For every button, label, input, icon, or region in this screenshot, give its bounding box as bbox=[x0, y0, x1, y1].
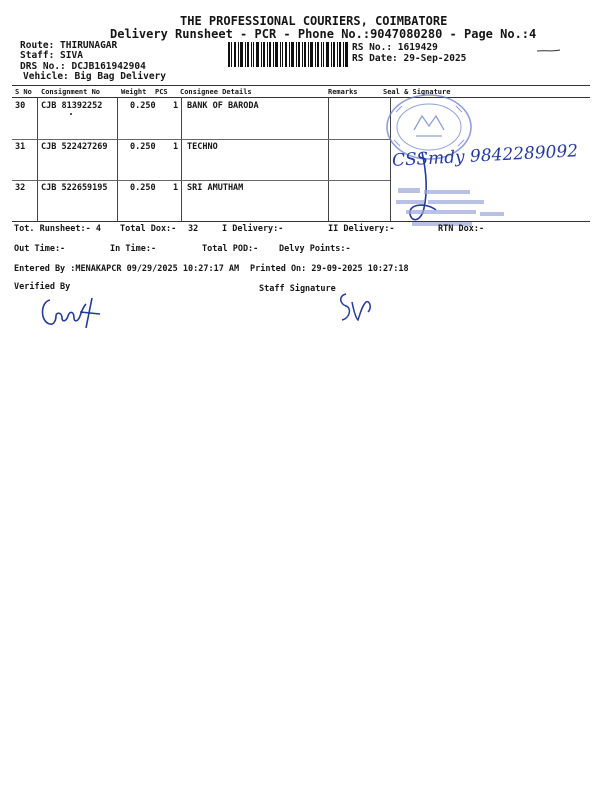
row-pcs: 1 bbox=[173, 142, 179, 152]
row-consignee: TECHNO bbox=[187, 142, 218, 152]
staff-label: Staff: SIVA bbox=[20, 50, 83, 61]
row-consignee: BANK OF BARODA bbox=[187, 101, 259, 111]
out-time: Out Time:- bbox=[14, 244, 66, 254]
in-time: In Time:- bbox=[110, 244, 157, 254]
staff-signature: Staff Signature bbox=[259, 284, 336, 294]
row-consignment: CJB 81392252 bbox=[41, 101, 103, 111]
row-consignment: CJB 522427269 bbox=[41, 142, 108, 152]
row-weight: 0.250 bbox=[130, 183, 156, 193]
col-consignee: Consignee Details bbox=[180, 88, 252, 96]
entered-by: Entered By :MENAKAPCR 09/29/2025 10:27:17 AM bbox=[14, 264, 240, 274]
printed-on: Printed On: 29-09-2025 10:27:18 bbox=[250, 264, 409, 274]
row-consignee: SRI AMUTHAM bbox=[187, 183, 244, 193]
ii-delivery: II Delivery:- bbox=[328, 224, 395, 234]
row-pcs: 1 bbox=[173, 101, 179, 111]
row-sno: 30 bbox=[15, 101, 26, 111]
delvy-points: Delvy Points:- bbox=[279, 244, 351, 254]
row-sno: 32 bbox=[15, 183, 26, 193]
verified-by: Verified By bbox=[14, 282, 71, 292]
col-remarks: Remarks bbox=[328, 88, 358, 96]
total-dox-value: 32 bbox=[188, 224, 199, 234]
row-consignment: CJB 522659195 bbox=[41, 183, 108, 193]
staff-signature-mark bbox=[336, 288, 376, 332]
rs-date: RS Date: 29-Sep-2025 bbox=[352, 53, 467, 64]
runsheet-title: Delivery Runsheet - PCR - Phone No.:9047080280 - Page No.:4 bbox=[110, 27, 537, 41]
dot-mark bbox=[70, 113, 72, 115]
rtn-dox: RTN Dox:- bbox=[438, 224, 485, 234]
total-pod: Total POD:- bbox=[202, 244, 259, 254]
row-pcs: 1 bbox=[173, 183, 179, 193]
drs-number: DRS No.: DCJB161942904 bbox=[20, 61, 146, 72]
i-delivery: I Delivery:- bbox=[222, 224, 284, 234]
handwritten-note: CSSmdy 9842289092 bbox=[391, 141, 579, 171]
tot-runsheet: Tot. Runsheet:- 4 bbox=[14, 224, 101, 234]
col-seal-signature: Seal & Signature bbox=[383, 88, 451, 96]
pen-mark bbox=[536, 40, 562, 59]
rs-number: RS No.: 1619429 bbox=[352, 42, 438, 53]
route-label: Route: THIRUNAGAR bbox=[20, 40, 118, 51]
row-weight: 0.250 bbox=[130, 142, 156, 152]
col-consignment: Consignment No bbox=[41, 88, 101, 96]
company-name: THE PROFESSIONAL COURIERS, COIMBATORE bbox=[180, 14, 448, 28]
row-weight: 0.250 bbox=[130, 101, 156, 111]
row-sno: 31 bbox=[15, 142, 26, 152]
total-dox-label: Total Dox:- bbox=[120, 224, 177, 234]
barcode bbox=[228, 42, 348, 67]
col-pcs: PCS bbox=[155, 88, 168, 96]
col-weight: Weight bbox=[121, 88, 147, 96]
vehicle-label: Vehicle: Big Bag Delivery bbox=[23, 71, 166, 82]
verifier-signature bbox=[36, 292, 106, 336]
col-sno: S No bbox=[15, 88, 32, 96]
